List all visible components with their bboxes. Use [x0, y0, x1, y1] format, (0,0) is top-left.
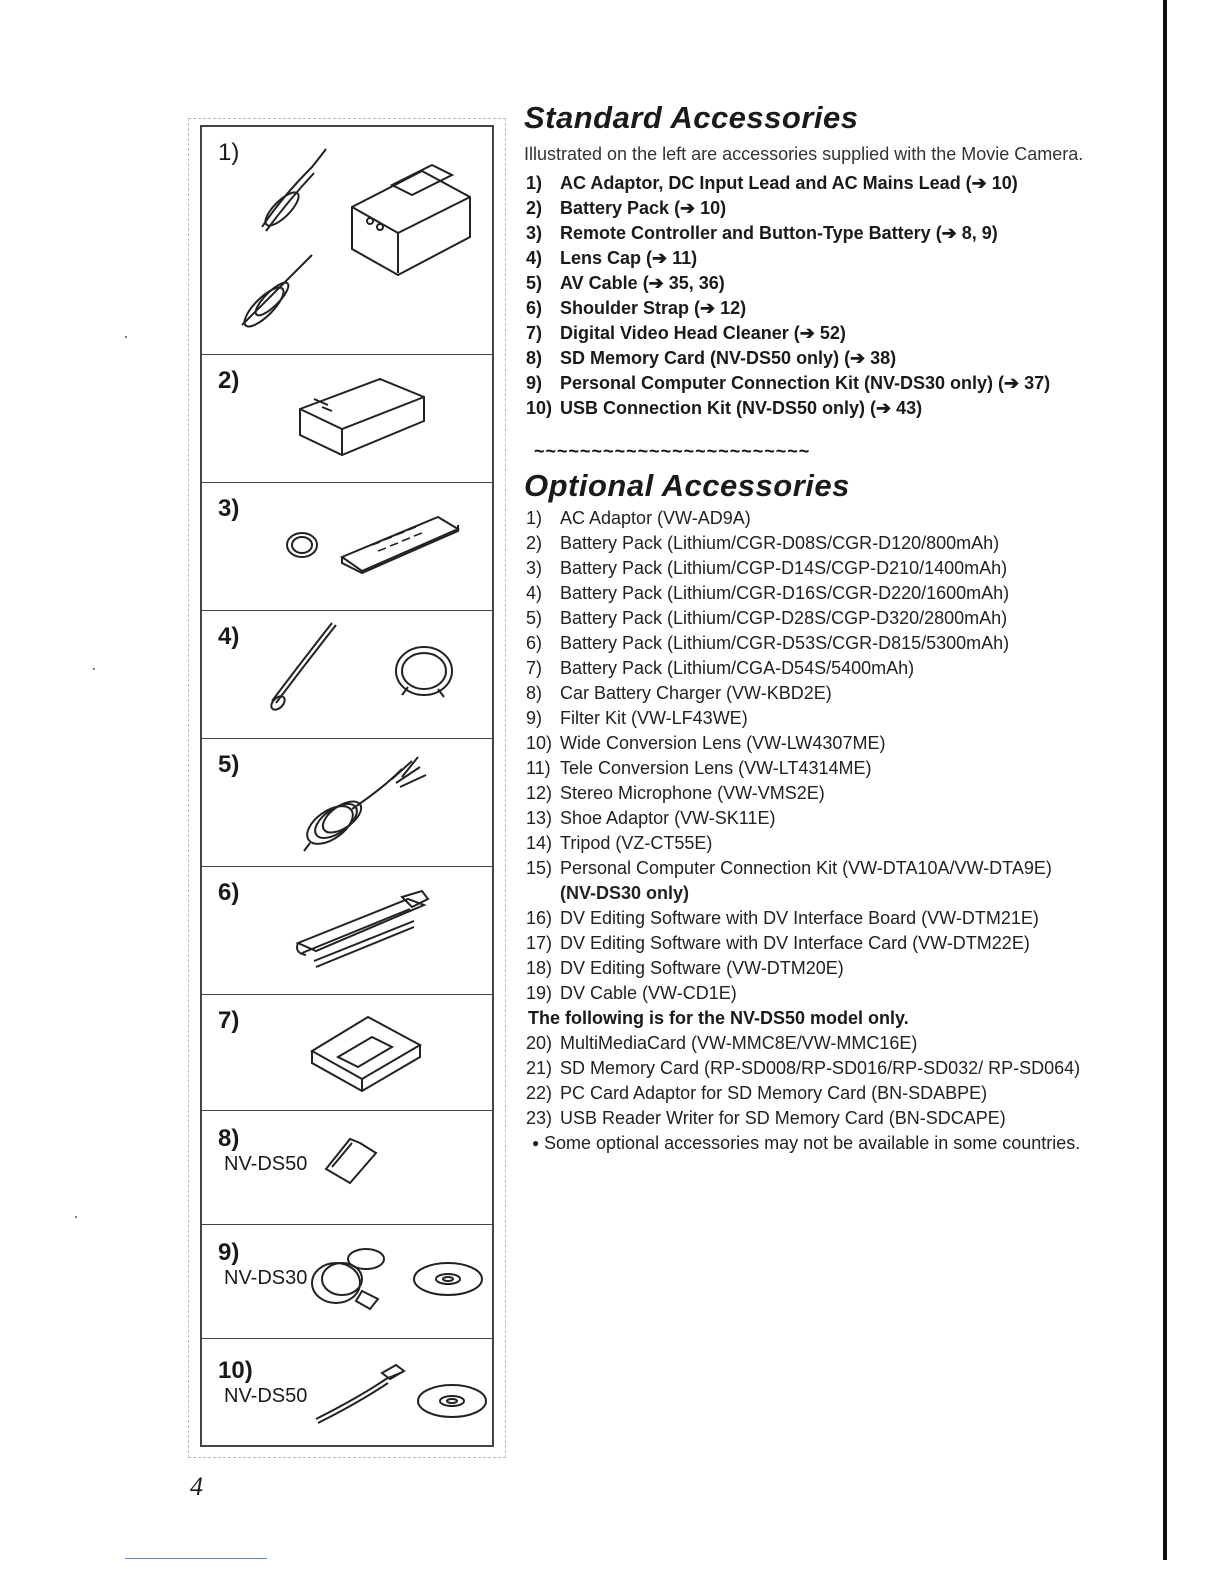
- item-number: 15): [526, 858, 553, 878]
- item-number: 3): [526, 558, 543, 578]
- item-number: 5): [526, 273, 543, 293]
- item-number: 22): [526, 1083, 553, 1103]
- illustration-cell-9: [202, 1225, 492, 1339]
- item-number: 2): [526, 198, 543, 218]
- item-text: SD Memory Card (NV-DS50 only) (➔ 38): [560, 348, 897, 368]
- item-subnote: (NV-DS30 only): [560, 883, 690, 903]
- item-text: Battery Pack (Lithium/CGR-D16S/CGR-D220/1600mAh): [560, 583, 1010, 603]
- item-number: 19): [526, 983, 553, 1003]
- head-cleaner-illustration: [202, 995, 492, 1111]
- list-item: [524, 806, 1124, 831]
- illustration-cell-8: [202, 1111, 492, 1225]
- item-number: 2): [526, 533, 543, 553]
- item-text: Tripod (VZ-CT55E): [560, 833, 713, 853]
- item-text: Shoe Adaptor (VW-SK11E): [560, 808, 776, 828]
- list-item: [524, 856, 1124, 906]
- list-item: [524, 781, 1124, 806]
- illustration-cell-3: [202, 483, 492, 611]
- illustration-number: 7): [218, 1007, 240, 1034]
- model-label: NV-DS50: [224, 1153, 308, 1175]
- item-text: DV Editing Software (VW-DTM20E): [560, 958, 844, 978]
- item-number: 10): [526, 733, 553, 753]
- item-text: Filter Kit (VW-LF43WE): [560, 708, 748, 728]
- item-number: 9): [526, 708, 543, 728]
- list-item: [524, 956, 1124, 981]
- list-item: [524, 221, 1124, 246]
- scan-speck: [125, 336, 127, 338]
- item-number: 9): [526, 373, 543, 393]
- accessories-text-column: [524, 100, 1124, 1156]
- illustration-cell-5: [202, 739, 492, 867]
- availability-note-text: Some optional accessories may not be available in some countries.: [544, 1133, 1081, 1153]
- list-item: [524, 321, 1124, 346]
- illustration-cell-4: [202, 611, 492, 739]
- illustration-cell-1: [202, 127, 492, 355]
- item-text: Battery Pack (Lithium/CGR-D08S/CGR-D120/800mAh): [560, 533, 1000, 553]
- list-item: [524, 271, 1124, 296]
- item-text: SD Memory Card (RP-SD008/RP-SD016/RP-SD032/ RP-SD064): [560, 1058, 1081, 1078]
- illustration-column: [200, 125, 494, 1447]
- item-number: 10): [526, 398, 553, 418]
- item-text: Battery Pack (Lithium/CGA-D54S/5400mAh): [560, 658, 915, 678]
- model-label: NV-DS30: [224, 1267, 308, 1289]
- item-text: Lens Cap (➔ 11): [560, 248, 698, 268]
- list-item: [524, 1056, 1124, 1081]
- av-cable-illustration: [202, 739, 492, 867]
- item-text: Digital Video Head Cleaner (➔ 52): [560, 323, 846, 343]
- list-item: [524, 756, 1124, 781]
- page-edge-line: [1163, 0, 1167, 1560]
- list-item: [524, 506, 1124, 531]
- bullet-icon: ●: [532, 1136, 540, 1150]
- list-item: [524, 731, 1124, 756]
- scan-speck: [75, 1216, 77, 1218]
- illustration-cell-2: [202, 355, 492, 483]
- optional-accessories-title: Optional Accessories: [524, 468, 850, 503]
- list-item: [524, 581, 1124, 606]
- item-number: 18): [526, 958, 553, 978]
- lens-cap-illustration: [202, 611, 492, 739]
- list-item: [524, 981, 1124, 1006]
- page-number: 4: [190, 1472, 203, 1501]
- list-item: [524, 1106, 1124, 1131]
- list-item: [524, 656, 1124, 681]
- usb-connection-kit-illustration: [202, 1339, 492, 1449]
- item-text: AC Adaptor, DC Input Lead and AC Mains Lead (➔ 10): [560, 173, 1018, 193]
- wave-separator: ~~~~~~~~~~~~~~~~~~~~~~~~: [534, 441, 811, 461]
- item-text: Battery Pack (➔ 10): [560, 198, 727, 218]
- optional-accessories-list: [524, 506, 1124, 1006]
- item-text: AC Adaptor (VW-AD9A): [560, 508, 751, 528]
- item-number: 1): [526, 173, 543, 193]
- ds50-model-note: The following is for the NV-DS50 model only.: [528, 1008, 909, 1028]
- item-number: 12): [526, 783, 553, 803]
- item-number: 3): [526, 223, 543, 243]
- list-item: [524, 631, 1124, 656]
- item-text: PC Card Adaptor for SD Memory Card (BN-SDABPE): [560, 1083, 988, 1103]
- illustration-cell-10: [202, 1339, 492, 1449]
- model-label: NV-DS50: [224, 1385, 308, 1407]
- item-number: 7): [526, 658, 543, 678]
- illustration-number: 4): [218, 623, 240, 650]
- standard-accessories-title: Standard Accessories: [524, 100, 859, 135]
- item-number: 13): [526, 808, 553, 828]
- list-item: [524, 831, 1124, 856]
- list-item: [524, 556, 1124, 581]
- item-number: 6): [526, 298, 543, 318]
- item-text: DV Editing Software with DV Interface Card (VW-DTM22E): [560, 933, 1030, 953]
- item-number: 5): [526, 608, 543, 628]
- availability-note: [524, 1131, 1124, 1156]
- list-item: [524, 531, 1124, 556]
- list-item: [524, 1081, 1124, 1106]
- list-item: [524, 196, 1124, 221]
- item-text: Shoulder Strap (➔ 12): [560, 298, 747, 318]
- illustration-number: 8): [218, 1125, 240, 1152]
- item-number: 16): [526, 908, 553, 928]
- illustration-number: 2): [218, 367, 240, 394]
- illustration-number: 6): [218, 879, 240, 906]
- item-number: 14): [526, 833, 553, 853]
- item-number: 11): [526, 758, 551, 778]
- illustration-number: 3): [218, 495, 240, 522]
- list-item: [524, 1031, 1124, 1056]
- list-item: [524, 681, 1124, 706]
- item-text: Battery Pack (Lithium/CGP-D14S/CGP-D210/1400mAh): [560, 558, 1008, 578]
- list-item: [524, 371, 1124, 396]
- pc-connection-kit-illustration: [202, 1225, 492, 1339]
- shoulder-strap-illustration: [202, 867, 492, 995]
- item-text: Remote Controller and Button-Type Battery (➔ 8, 9): [560, 223, 998, 243]
- item-number: 7): [526, 323, 543, 343]
- standard-accessories-list: [524, 171, 1124, 421]
- item-text: Battery Pack (Lithium/CGR-D53S/CGR-D815/5300mAh): [560, 633, 1010, 653]
- list-item: [524, 906, 1124, 931]
- illustration-number: 10): [218, 1357, 253, 1384]
- item-text: DV Editing Software with DV Interface Board (VW-DTM21E): [560, 908, 1039, 928]
- illustration-cell-6: [202, 867, 492, 995]
- item-number: 6): [526, 633, 543, 653]
- item-number: 4): [526, 248, 543, 268]
- item-text: Personal Computer Connection Kit (VW-DTA10A/VW-DTA9E): [560, 858, 1052, 878]
- item-number: 8): [526, 683, 543, 703]
- ac-adaptor-illustration: [202, 127, 492, 355]
- illustration-number: 5): [218, 751, 240, 778]
- item-text: Wide Conversion Lens (VW-LW4307ME): [560, 733, 886, 753]
- item-number: 23): [526, 1108, 553, 1128]
- list-item: [524, 346, 1124, 371]
- standard-intro: Illustrated on the left are accessories supplied with the Movie Camera.: [524, 144, 1084, 164]
- list-item: [524, 706, 1124, 731]
- item-number: 20): [526, 1033, 553, 1053]
- item-text: MultiMediaCard (VW-MMC8E/VW-MMC16E): [560, 1033, 918, 1053]
- item-number: 17): [526, 933, 553, 953]
- illustration-number: 1): [218, 139, 240, 166]
- list-item: [524, 931, 1124, 956]
- list-item: [524, 171, 1124, 196]
- sd-card-illustration: [202, 1111, 492, 1225]
- list-item: [524, 396, 1124, 421]
- battery-pack-illustration: [202, 355, 492, 483]
- scan-speck: [93, 668, 95, 670]
- item-text: Car Battery Charger (VW-KBD2E): [560, 683, 832, 703]
- illustration-cell-7: [202, 995, 492, 1111]
- illustration-number: 9): [218, 1239, 240, 1266]
- item-text: USB Reader Writer for SD Memory Card (BN-SDCAPE): [560, 1108, 1006, 1128]
- item-text: Personal Computer Connection Kit (NV-DS30 only) (➔ 37): [560, 373, 1051, 393]
- item-text: Tele Conversion Lens (VW-LT4314ME): [560, 758, 872, 778]
- list-item: [524, 246, 1124, 271]
- item-text: Battery Pack (Lithium/CGP-D28S/CGP-D320/2800mAh): [560, 608, 1008, 628]
- item-number: 4): [526, 583, 543, 603]
- bottom-link-mark: [125, 1558, 267, 1559]
- item-number: 8): [526, 348, 543, 368]
- list-item: [524, 296, 1124, 321]
- item-text: Stereo Microphone (VW-VMS2E): [560, 783, 825, 803]
- remote-controller-illustration: [202, 483, 492, 611]
- item-text: DV Cable (VW-CD1E): [560, 983, 737, 1003]
- optional-accessories-list-ds50: [524, 1031, 1124, 1131]
- item-number: 21): [526, 1058, 553, 1078]
- item-number: 1): [526, 508, 543, 528]
- item-text: AV Cable (➔ 35, 36): [560, 273, 725, 293]
- list-item: [524, 606, 1124, 631]
- item-text: USB Connection Kit (NV-DS50 only) (➔ 43): [560, 398, 923, 418]
